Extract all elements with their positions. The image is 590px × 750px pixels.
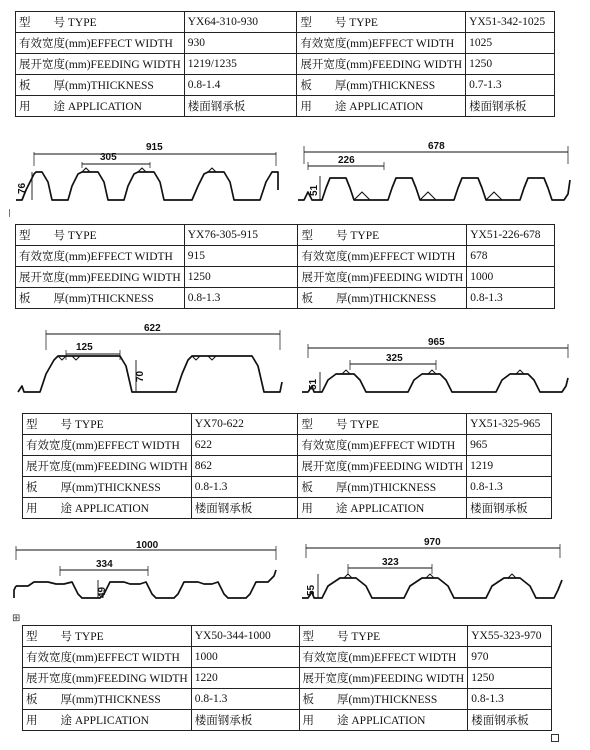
dim-height-70: 70: [135, 370, 146, 382]
spec-label-cell: 用 途 APPLICATION: [16, 96, 185, 117]
spec-value-cell: YX51-325-965: [467, 414, 552, 435]
profile-diagram-965: [300, 336, 575, 398]
spec-value-cell: 0.8-1.3: [467, 477, 552, 498]
spec-value-cell: YX64-310-930: [184, 12, 297, 33]
spec-label-cell: 用 途 APPLICATION: [23, 710, 192, 731]
spec-label-cell: 板 厚(mm)THICKNESS: [298, 288, 467, 309]
spec-value-cell: 0.8-1.3: [468, 689, 552, 710]
spec-label-cell: 有效宽度(mm)EFFECT WIDTH: [299, 647, 468, 668]
spec-value-cell: YX51-342-1025: [466, 12, 555, 33]
spec-value-cell: 楼面钢承板: [467, 498, 552, 519]
spec-row: [16, 33, 555, 54]
spec-label-cell: 有效宽度(mm)EFFECT WIDTH: [16, 33, 185, 54]
dim-overall-970: 970: [424, 537, 441, 548]
spec-row: [23, 689, 552, 710]
dim-overall-915: 915: [146, 142, 163, 153]
spec-value-cell: 1250: [466, 54, 555, 75]
spec-row: [23, 710, 552, 731]
spec-label-cell: 型 号 TYPE: [23, 414, 192, 435]
spec-value-cell: 970: [468, 647, 552, 668]
spec-label-cell: 展开宽度(mm)FEEDING WIDTH: [298, 267, 467, 288]
spec-value-cell: 1025: [466, 33, 555, 54]
spec-value-cell: YX50-344-1000: [191, 626, 299, 647]
spec-label-cell: 有效宽度(mm)EFFECT WIDTH: [298, 246, 467, 267]
spec-label-cell: 展开宽度(mm)FEEDING WIDTH: [298, 456, 467, 477]
spec-label-cell: 展开宽度(mm)FEEDING WIDTH: [16, 54, 185, 75]
spec-label-cell: 型 号 TYPE: [298, 414, 467, 435]
spec-value-cell: 楼面钢承板: [468, 710, 552, 731]
profile-diagram-970: [300, 537, 575, 605]
spec-label-cell: 展开宽度(mm)FEEDING WIDTH: [23, 668, 192, 689]
spec-label-cell: 板 厚(mm)THICKNESS: [16, 288, 185, 309]
dim-pitch-226: 226: [338, 155, 355, 166]
spec-value-cell: 1000: [467, 267, 555, 288]
spec-row: [16, 267, 555, 288]
spec-value-cell: 0.8-1.3: [191, 689, 299, 710]
dim-overall-678: 678: [428, 141, 445, 152]
spec-label-cell: 型 号 TYPE: [23, 626, 192, 647]
spec-label-cell: 型 号 TYPE: [16, 225, 185, 246]
spec-table-2: [15, 224, 555, 309]
spec-row: [16, 288, 555, 309]
spec-label-cell: 板 厚(mm)THICKNESS: [299, 689, 468, 710]
dim-overall-622: 622: [144, 323, 161, 334]
spec-row: [23, 647, 552, 668]
spec-row: [23, 626, 552, 647]
spec-value-cell: 0.8-1.3: [467, 288, 555, 309]
spec-row: [23, 435, 552, 456]
spec-table-3: [22, 413, 552, 519]
dim-height-51: 51: [308, 378, 319, 390]
spec-value-cell: 1000: [191, 647, 299, 668]
spec-row: [23, 414, 552, 435]
spec-value-cell: 1250: [468, 668, 552, 689]
spec-label-cell: 板 厚(mm)THICKNESS: [16, 75, 185, 96]
spec-row: [23, 477, 552, 498]
spec-label-cell: 板 厚(mm)THICKNESS: [23, 689, 192, 710]
spec-value-cell: 0.8-1.3: [184, 288, 298, 309]
spec-row: [16, 225, 555, 246]
spec-row: [23, 668, 552, 689]
profile-diagram-915: [12, 138, 282, 208]
dim-pitch-305: 305: [100, 152, 117, 163]
spec-label-cell: 用 途 APPLICATION: [297, 96, 466, 117]
spec-row: [16, 75, 555, 96]
spec-label-cell: 型 号 TYPE: [297, 12, 466, 33]
dim-overall-1000: 1000: [136, 540, 159, 551]
spec-value-cell: 0.8-1.3: [191, 477, 298, 498]
spec-table-1: [15, 11, 555, 117]
resize-handle-icon[interactable]: [551, 734, 559, 742]
spec-value-cell: 0.8-1.4: [184, 75, 297, 96]
dim-height-49: 49: [97, 586, 108, 598]
spec-value-cell: 862: [191, 456, 298, 477]
spec-label-cell: 板 厚(mm)THICKNESS: [297, 75, 466, 96]
spec-label-cell: 有效宽度(mm)EFFECT WIDTH: [16, 246, 185, 267]
spec-value-cell: 1250: [184, 267, 298, 288]
profile-diagram-1000: [12, 540, 282, 605]
spec-label-cell: 有效宽度(mm)EFFECT WIDTH: [23, 435, 192, 456]
anchor-marker-1: |: [8, 208, 11, 217]
spec-value-cell: YX55-323-970: [468, 626, 552, 647]
dim-pitch-125: 125: [76, 342, 93, 353]
dim-height-55: 55: [306, 584, 317, 596]
spec-label-cell: 展开宽度(mm)FEEDING WIDTH: [297, 54, 466, 75]
spec-label-cell: 有效宽度(mm)EFFECT WIDTH: [23, 647, 192, 668]
spec-value-cell: 楼面钢承板: [184, 96, 297, 117]
spec-label-cell: 用 途 APPLICATION: [23, 498, 192, 519]
dim-pitch-323: 323: [382, 557, 399, 568]
spec-label-cell: 型 号 TYPE: [299, 626, 468, 647]
dim-overall-965: 965: [428, 337, 445, 348]
spec-value-cell: 1219: [467, 456, 552, 477]
spec-value-cell: YX76-305-915: [184, 225, 298, 246]
spec-label-cell: 有效宽度(mm)EFFECT WIDTH: [297, 33, 466, 54]
spec-row: [16, 12, 555, 33]
spec-row: [23, 498, 552, 519]
dim-height-76: 76: [17, 182, 28, 194]
spec-value-cell: 622: [191, 435, 298, 456]
spec-label-cell: 展开宽度(mm)FEEDING WIDTH: [299, 668, 468, 689]
spec-label-cell: 板 厚(mm)THICKNESS: [23, 477, 192, 498]
spec-value-cell: 1219/1235: [184, 54, 297, 75]
spec-label-cell: 用 途 APPLICATION: [299, 710, 468, 731]
spec-row: [23, 456, 552, 477]
spec-value-cell: 915: [184, 246, 298, 267]
spec-label-cell: 型 号 TYPE: [16, 12, 185, 33]
anchor-marker-icon[interactable]: ⊞: [12, 613, 21, 624]
spec-value-cell: 965: [467, 435, 552, 456]
profile-diagram-678: [296, 138, 576, 208]
spec-label-cell: 有效宽度(mm)EFFECT WIDTH: [298, 435, 467, 456]
spec-label-cell: 用 途 APPLICATION: [298, 498, 467, 519]
spec-value-cell: YX51-226-678: [467, 225, 555, 246]
spec-label-cell: 展开宽度(mm)FEEDING WIDTH: [16, 267, 185, 288]
spec-row: [16, 96, 555, 117]
spec-value-cell: 楼面钢承板: [191, 498, 298, 519]
dim-pitch-325: 325: [386, 353, 403, 364]
profile-diagram-622: [12, 320, 292, 398]
spec-label-cell: 展开宽度(mm)FEEDING WIDTH: [23, 456, 192, 477]
dim-pitch-334: 334: [96, 559, 113, 570]
spec-row: [16, 246, 555, 267]
spec-value-cell: YX70-622: [191, 414, 298, 435]
spec-value-cell: 1220: [191, 668, 299, 689]
spec-table-4: [22, 625, 552, 731]
spec-row: [16, 54, 555, 75]
spec-value-cell: 楼面钢承板: [191, 710, 299, 731]
spec-label-cell: 板 厚(mm)THICKNESS: [298, 477, 467, 498]
dim-height-51: 51: [309, 184, 320, 196]
spec-value-cell: 0.7-1.3: [466, 75, 555, 96]
spec-value-cell: 678: [467, 246, 555, 267]
spec-label-cell: 型 号 TYPE: [298, 225, 467, 246]
spec-value-cell: 930: [184, 33, 297, 54]
spec-value-cell: 楼面钢承板: [466, 96, 555, 117]
